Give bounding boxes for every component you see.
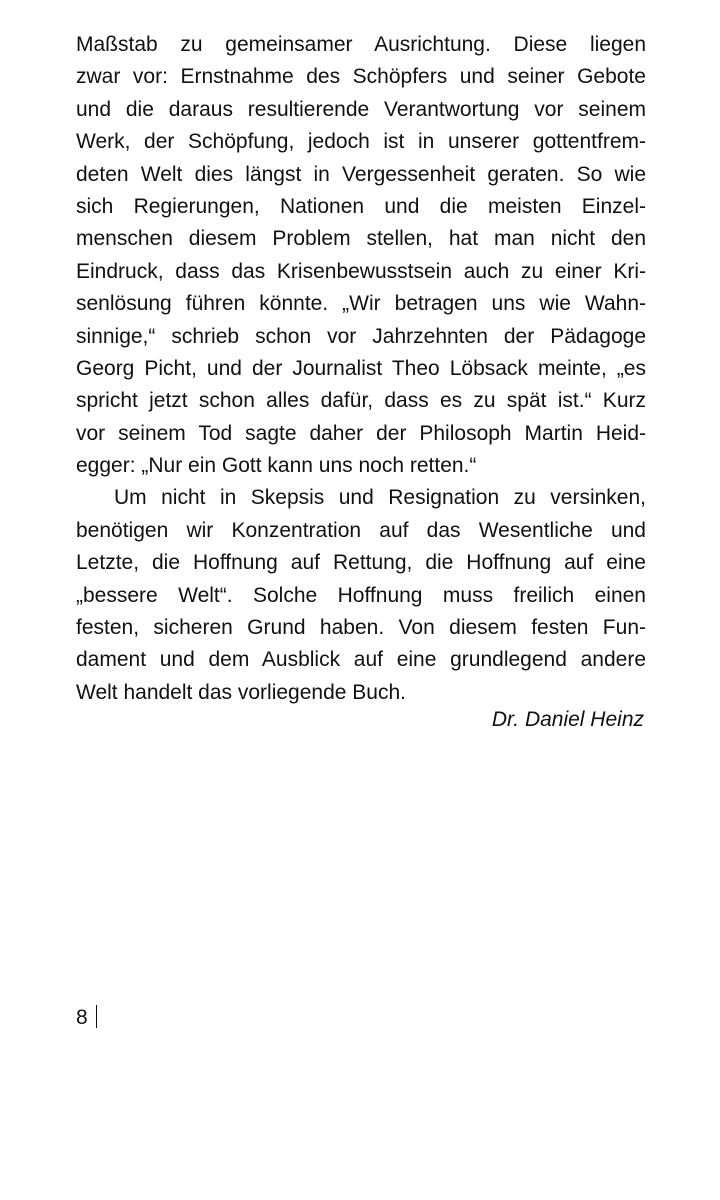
text-line: menschen diesem Problem stellen, hat man nicht den — [76, 227, 646, 251]
text-line: „bessere Welt“. Solche Hoffnung muss freilich einen — [76, 583, 646, 607]
page-number: 8 — [76, 1006, 88, 1029]
text-line: Letzte, die Hoffnung auf Rettung, die Hoffnung auf eine — [76, 551, 646, 575]
text-line: spricht jetzt schon alles dafür, dass es zu spät ist.“ Kurz — [76, 389, 646, 413]
text-line: benötigen wir Konzentration auf das Wesentliche und — [76, 518, 646, 542]
text-line: Maßstab zu gemeinsamer Ausrichtung. Diese liegen — [76, 33, 646, 56]
text-line: egger: „Nur ein Gott kann uns noch retten.“ — [76, 454, 477, 478]
page-number-divider — [96, 1005, 98, 1028]
text-line: zwar vor: Ernstnahme des Schöpfers und seiner Gebote — [76, 65, 646, 89]
text-line: Georg Picht, und der Journalist Theo Löbsack meinte, „es — [76, 356, 646, 380]
paragraph-2 — [76, 482, 646, 709]
text-line: Um nicht in Skepsis und Resignation zu versinken, — [114, 486, 646, 510]
page-footer — [76, 1003, 97, 1033]
text-line: dament und dem Ausblick auf eine grundlegend andere — [76, 648, 646, 672]
text-line: sich Regierungen, Nationen und die meisten Einzel- — [76, 194, 646, 218]
text-line: deten Welt dies längst in Vergessenheit geraten. So wie — [76, 162, 646, 186]
text-line: Werk, der Schöpfung, jedoch ist in unserer gottentfrem- — [76, 130, 646, 154]
text-line: vor seinem Tod sagte daher der Philosoph Martin Heid- — [76, 421, 646, 445]
author-signature: Dr. Daniel Heinz — [491, 708, 644, 731]
paragraph-1 — [76, 29, 646, 482]
body-text — [76, 29, 646, 709]
text-line: und die daraus resultierende Verantwortung vor seinem — [76, 97, 646, 121]
text-line: Eindruck, dass das Krisenbewusstsein auch zu einer Kri- — [76, 259, 646, 283]
text-line: senlösung führen könnte. „Wir betragen uns wie Wahn- — [76, 292, 646, 316]
text-line: Welt handelt das vorliegende Buch. — [76, 680, 406, 704]
text-line: festen, sicheren Grund haben. Von diesem festen Fun- — [76, 616, 646, 640]
text-line: sinnige,“ schrieb schon vor Jahrzehnten der Pädagoge — [76, 324, 646, 348]
